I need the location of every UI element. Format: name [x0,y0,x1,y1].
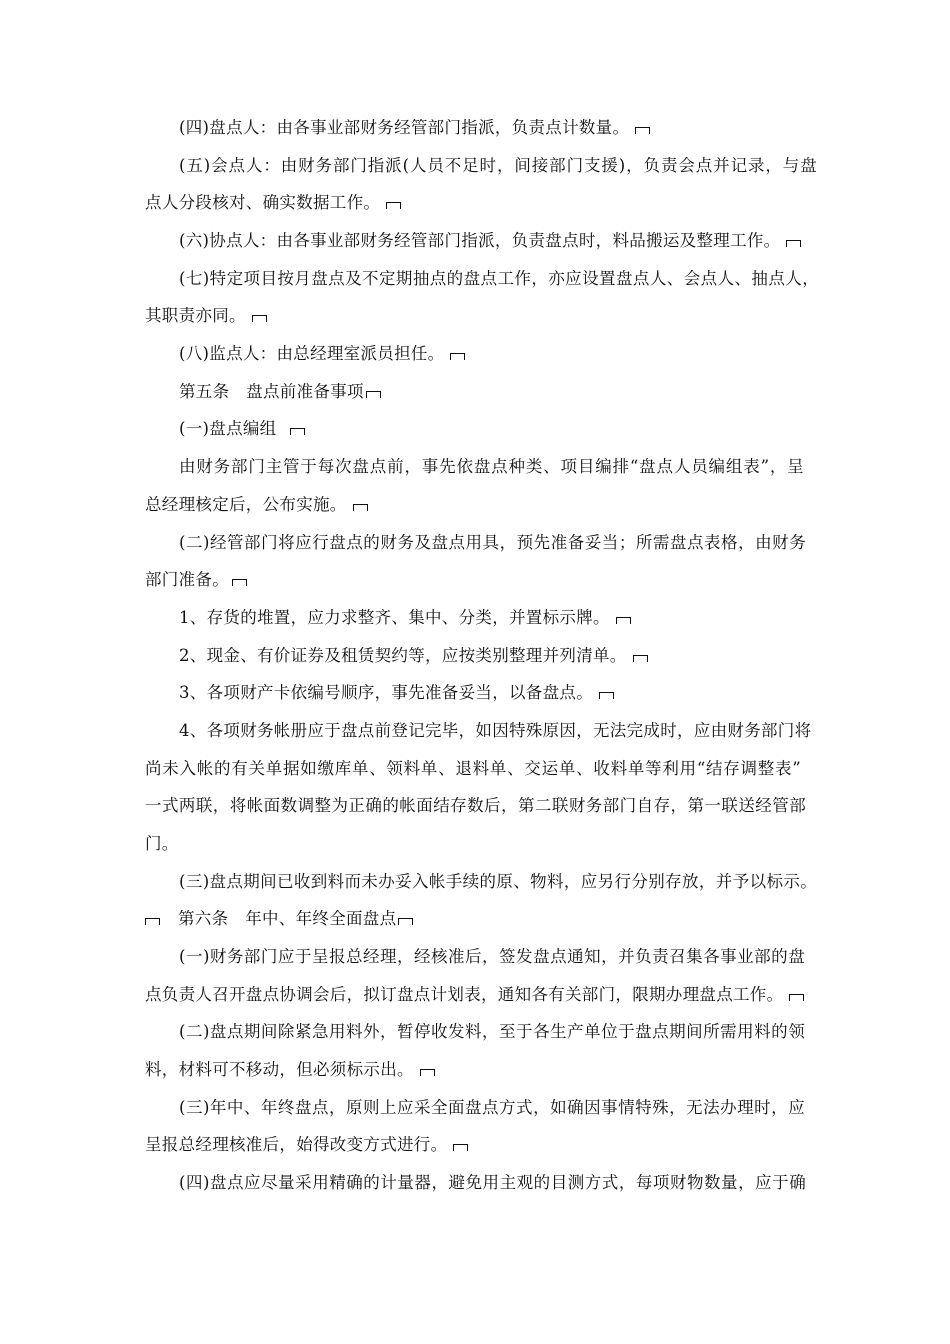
paragraph-line: 一式两联，将帐面数调整为正确的帐面结存数后，第二联财务部门自存，第一联送经管部 [145,796,806,815]
paragraph-line: 其职责亦同。 [145,305,267,327]
paragraph-line: (三)年中、年终盘点，原则上应采全面盘点方式，如确因事情特殊，无法办理时，应 [179,1098,805,1117]
paragraph-line: (七)特定项目按月盘点及不定期抽点的盘点工作，亦应设置盘点人、会点人、抽点人， [179,269,819,288]
paragraph-line: 门。 [145,834,179,853]
paragraph-mark-icon [232,579,247,586]
paragraph-mark-icon [635,127,650,134]
list-item: 2、现金、有价证券及租赁契约等，应按类别整理并列清单。 [179,645,648,667]
paragraph-mark-icon [599,692,614,699]
paragraph-line: (五)会点人：由财务部门指派(人员不足时，间接部门支援)，负责会点并记录，与盘 [179,156,817,175]
paragraph-mark-icon [450,353,465,360]
paragraph-mark-icon [366,391,381,398]
paragraph-line: 总经理核定后，公布实施。 [145,494,368,516]
paragraph-line: 部门准备。 [145,569,247,591]
subsection-heading: (一)盘点编组 [179,418,305,440]
paragraph-line: (八)监点人：由总经理室派员担任。 [179,343,465,365]
paragraph-mark-icon [616,617,631,624]
paragraph-mark-icon [789,994,804,1001]
paragraph-mark-icon [420,1069,435,1076]
paragraph-mark-icon [386,202,401,209]
paragraph-line: (四)盘点人：由各事业部财务经管部门指派，负责点计数量。 [179,117,650,139]
paragraph-line: (一)财务部门应于呈报总经理，经核准后，签发盘点通知，并负责召集各事业部的盘 [179,947,805,966]
paragraph-line: 料，材料可不移动，但必须标示出。 [145,1059,435,1081]
paragraph-mark-icon [252,315,267,322]
paragraph-line: (六)协点人：由各事业部财务经管部门指派，负责盘点时，料品搬运及整理工作。 [179,230,801,252]
paragraph-line: 呈报总经理核准后，始得改变方式进行。 [145,1134,468,1156]
paragraph-mark-icon [398,918,413,925]
paragraph-line: (四)盘点应尽量采用精确的计量器，避免用主观的目测方式，每项财物数量，应于确 [179,1173,806,1192]
list-item: 4、各项财务帐册应于盘点前登记完毕，如因特殊原因，无法完成时，应由财务部门将 [179,721,812,740]
paragraph-mark-icon [145,918,160,925]
list-item: 1、存货的堆置，应力求整齐、集中、分类，并置标示牌。 [179,607,631,629]
paragraph-mark-icon [290,428,305,435]
paragraph-line: (二)经管部门将应行盘点的财务及盘点用具，预先准备妥当；所需盘点表格，由财务 [179,533,806,552]
paragraph-mark-icon [453,1144,468,1151]
section-heading: 第五条 盘点前准备事项 [179,381,381,403]
paragraph-mark-icon [786,240,801,247]
list-item: 3、各项财产卡依编号顺序，事先准备妥当，以备盘点。 [179,682,614,704]
paragraph-mark-icon [633,655,648,662]
paragraph-line: 点负责人召开盘点协调会后，拟订盘点计划表，通知各有关部门，限期办理盘点工作。 [145,984,804,1006]
paragraph-line: 由财务部门主管于每次盘点前，事先依盘点种类、项目编排“盘点人员编组表”，呈 [179,457,804,476]
paragraph-mark-icon [353,504,368,511]
paragraph-line: 尚未入帐的有关单据如缴库单、领料单、退料单、交运单、收料单等利用“结存调整表” [145,759,801,778]
paragraph-line: (三)盘点期间已收到料而未办妥入帐手续的原、物料，应另行分别存放，并予以标示。 [179,872,817,891]
section-heading: 第六条 年中、年终全面盘点 [145,908,413,930]
paragraph-line: 点人分段核对、确实数据工作。 [145,192,401,214]
paragraph-line: (二)盘点期间除紧急用料外，暂停收发料，至于各生产单位于盘点期间所需用料的领 [179,1022,805,1041]
